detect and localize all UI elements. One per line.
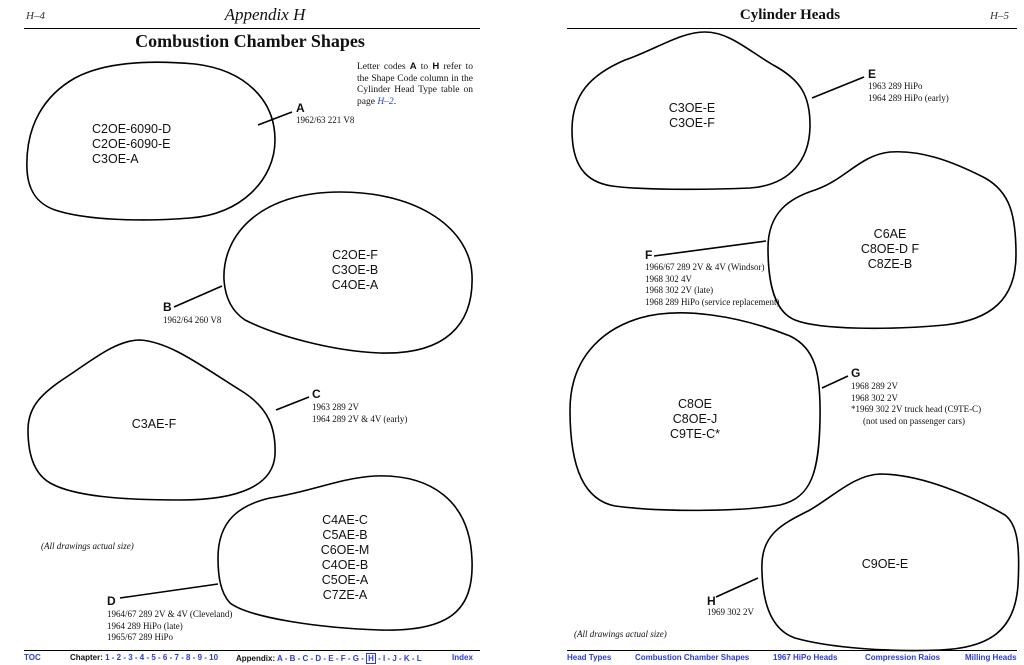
chamber-codes-d xyxy=(295,513,395,603)
casting-code: C9TE-C* xyxy=(669,427,720,441)
casting-code: C3AE-F xyxy=(131,417,177,431)
casting-code: C7ZE-A xyxy=(322,588,368,602)
caption-line: 1969 302 2V xyxy=(707,607,754,617)
casting-code: C8OE-D F xyxy=(860,242,920,256)
right-footnote: (All drawings actual size) xyxy=(574,629,667,639)
caption-line: 1968 302 2V xyxy=(851,392,898,403)
caption-line: 1964 289 HiPo (early) xyxy=(868,92,949,103)
caption-line: 1968 289 2V xyxy=(851,381,898,391)
caption-e xyxy=(868,81,949,104)
shape-letter-g: G xyxy=(851,366,861,380)
shape-letter-h: H xyxy=(707,594,716,608)
compression-ratios-link[interactable]: Compression Raios xyxy=(865,653,941,662)
appendix-links[interactable]: - I - J - K - L xyxy=(378,654,422,663)
chamber-codes-f xyxy=(840,227,940,272)
casting-code: C8ZE-B xyxy=(867,257,913,271)
casting-code: C4OE-B xyxy=(321,558,369,572)
shape-letter-a: A xyxy=(296,101,305,115)
page-h2-link[interactable]: H–2 xyxy=(377,96,394,107)
caption-line: 1962/64 260 V8 xyxy=(163,315,222,325)
appendix-nav-label: Appendix: xyxy=(236,654,276,663)
left-footnote: (All drawings actual size) xyxy=(41,541,134,551)
shape-letter-f: F xyxy=(645,248,653,262)
chamber-codes-g xyxy=(645,397,745,442)
leader-line-g xyxy=(822,376,848,388)
left-header-title: Appendix H xyxy=(224,5,306,24)
chamber-codes-b xyxy=(300,248,410,293)
caption-f xyxy=(645,262,779,308)
shape-letter-d: D xyxy=(107,594,116,608)
hipo-heads-link[interactable]: 1967 HiPo Heads xyxy=(773,653,838,662)
leader-line-c xyxy=(276,397,309,410)
caption-line: 1964 289 HiPo (late) xyxy=(107,620,183,631)
index-link[interactable]: Index xyxy=(452,653,473,662)
caption-line: 1965/67 289 HiPo xyxy=(107,632,174,642)
leader-line-b xyxy=(174,286,222,307)
casting-code: C5OE-A xyxy=(321,573,369,587)
casting-code: C3OE-B xyxy=(331,263,379,277)
right-header-rule xyxy=(567,28,1017,29)
chapter-links[interactable]: 1 - 2 - 3 - 4 - 5 - 6 - 7 - 8 - 9 - 10 xyxy=(105,653,219,662)
casting-code: C8OE xyxy=(677,397,713,411)
caption-line: (not used on passenger cars) xyxy=(863,415,965,426)
note-text: . xyxy=(393,96,397,107)
caption-line: 1968 289 HiPo (service replacement) xyxy=(645,296,780,307)
note-code-a: A xyxy=(409,61,417,72)
casting-code: C2OE-F xyxy=(332,248,378,262)
caption-line: 1968 302 2V (late) xyxy=(645,285,714,295)
casting-code: C2OE-6090-E xyxy=(92,137,171,151)
caption-line: 1963 289 2V xyxy=(312,402,359,412)
caption-line: 1964/67 289 2V & 4V (Cleveland) xyxy=(107,609,233,619)
note-text: refer to the Shape Code column in the Cylinder Head Type table on page xyxy=(357,62,473,107)
caption-line: 1966/67 289 2V & 4V (Windsor) xyxy=(645,262,765,272)
casting-code: C3OE-F xyxy=(669,116,715,130)
right-page-number: H–5 xyxy=(990,10,1009,22)
toc-link[interactable]: TOC xyxy=(24,653,41,662)
caption-line: 1964 289 2V & 4V (early) xyxy=(312,413,408,424)
left-footer-nav xyxy=(24,653,480,665)
chamber-codes-h xyxy=(835,557,935,572)
leader-line-d xyxy=(120,584,218,598)
casting-code: C3OE-A xyxy=(92,152,139,166)
caption-h xyxy=(707,607,754,619)
shape-code-note xyxy=(357,61,473,108)
appendix-current-link[interactable]: H xyxy=(368,654,374,663)
casting-code: C9OE-E xyxy=(861,557,909,571)
casting-code: C6OE-M xyxy=(320,543,370,557)
leader-line-f xyxy=(654,241,766,256)
shape-letter-b: B xyxy=(163,300,172,314)
note-code-h: H xyxy=(432,61,440,72)
caption-a xyxy=(296,115,354,127)
left-page-number: H–4 xyxy=(26,10,45,22)
casting-code: C6AE xyxy=(873,227,907,241)
leader-line-e xyxy=(812,77,864,98)
leader-line-a xyxy=(258,112,292,125)
caption-line: 1968 302 4V xyxy=(645,273,692,284)
note-text: to xyxy=(420,62,429,72)
appendix-links[interactable]: A - B - C - D - E - F - G - xyxy=(277,654,364,663)
casting-code: C5AE-B xyxy=(322,528,368,542)
appendix-nav xyxy=(236,653,422,664)
right-header-title: Cylinder Heads xyxy=(739,7,841,23)
caption-d xyxy=(107,609,232,644)
casting-code: C4AE-C xyxy=(322,513,368,527)
left-footer-rule xyxy=(24,650,480,651)
casting-code: C3OE-E xyxy=(668,101,716,115)
leader-line-h xyxy=(716,578,758,597)
milling-heads-link[interactable]: Milling Heads xyxy=(965,653,1017,662)
chapter-nav xyxy=(70,653,218,662)
shape-letter-e: E xyxy=(868,67,877,81)
head-types-link[interactable]: Head Types xyxy=(567,653,612,662)
chamber-codes-a xyxy=(92,122,192,167)
casting-code: C2OE-6090-D xyxy=(92,122,172,136)
note-text: Letter codes xyxy=(357,62,406,72)
shape-letter-c: C xyxy=(312,387,321,401)
chamber-codes-c xyxy=(104,417,204,432)
section-title: Combustion Chamber Shapes xyxy=(135,31,365,51)
right-footer-rule xyxy=(567,650,1017,651)
caption-b xyxy=(163,315,221,327)
caption-line: *1969 302 2V truck head (C9TE-C) xyxy=(851,404,982,414)
caption-line: 1963 289 HiPo xyxy=(868,81,923,91)
caption-g xyxy=(851,381,981,427)
left-header-rule xyxy=(24,28,480,29)
caption-line: 1962/63 221 V8 xyxy=(296,115,355,125)
casting-code: C4OE-A xyxy=(331,278,379,292)
casting-code: C8OE-J xyxy=(672,412,718,426)
chamber-codes-e xyxy=(642,101,742,131)
combustion-chamber-shapes-link[interactable]: Combustion Chamber Shapes xyxy=(635,653,750,662)
caption-c xyxy=(312,402,407,425)
right-footer-nav xyxy=(567,653,1017,665)
chapter-nav-label: Chapter: xyxy=(70,653,103,662)
